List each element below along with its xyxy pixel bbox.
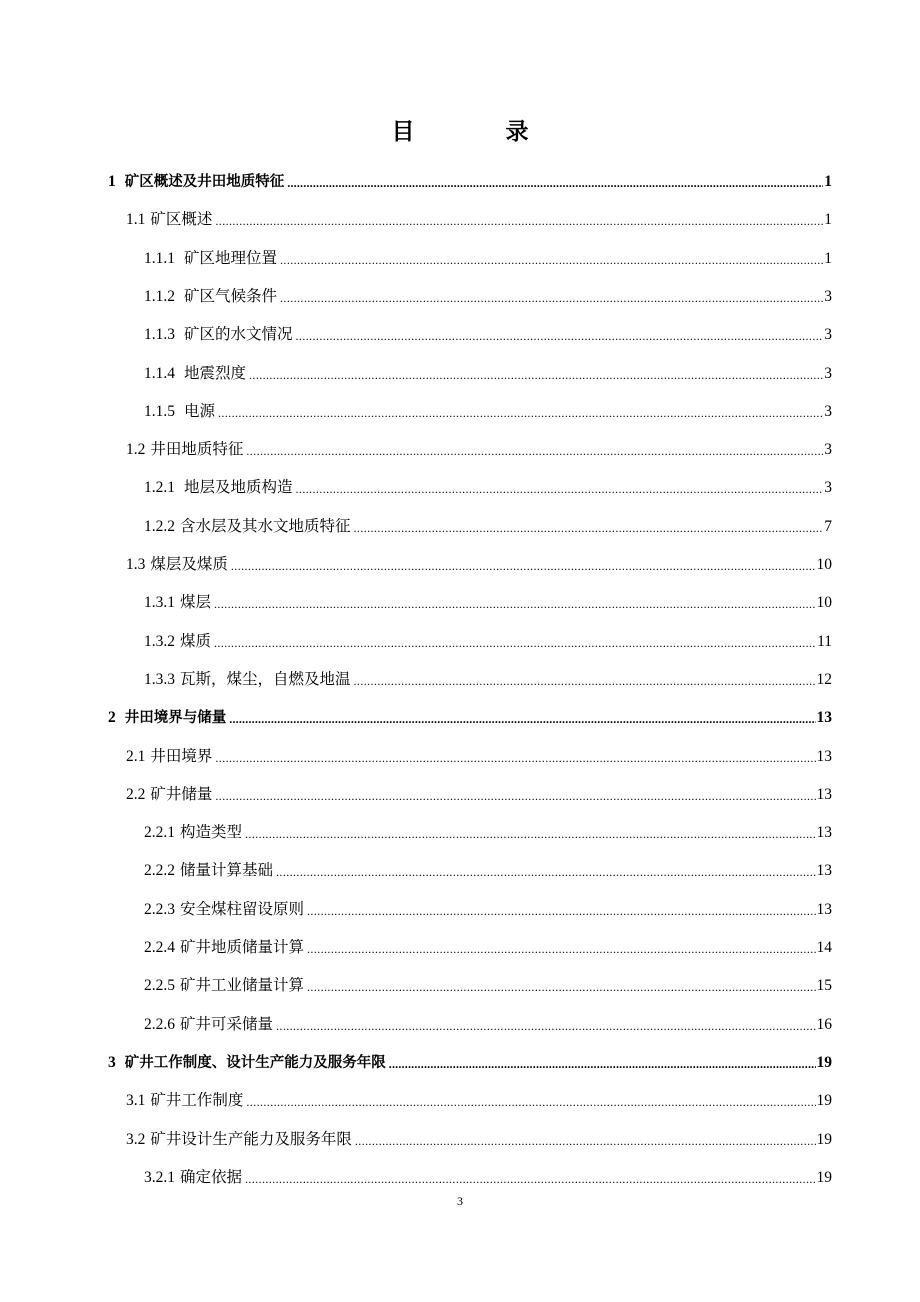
toc-dot-leader <box>276 1015 815 1035</box>
toc-dot-leader <box>280 287 823 307</box>
toc-entry-page: 19 <box>816 1053 832 1071</box>
toc-entry-label: 地震烈度 <box>184 364 247 382</box>
toc-entry-page: 10 <box>816 556 832 573</box>
toc-entry-number: 1.3.3 <box>144 670 175 688</box>
toc-entry-page: 3 <box>824 287 832 305</box>
toc-entry-number: 2.2 <box>126 785 146 803</box>
toc-dot-leader <box>245 1168 815 1188</box>
toc-entry-number: 1 <box>108 173 116 190</box>
toc-entry-page: 3 <box>824 364 832 382</box>
toc-dot-leader <box>354 670 816 690</box>
toc-entry[interactable] <box>144 240 832 278</box>
toc-entry-label: 矿井工作制度、设计生产能力及服务年限 <box>124 1054 386 1071</box>
toc-dot-leader <box>214 593 815 613</box>
toc-entry-number: 2.1 <box>126 747 146 765</box>
toc-entry-label: 矿区概述及井田地质特征 <box>124 174 285 190</box>
toc-entry[interactable] <box>144 852 832 890</box>
toc-dot-leader <box>215 747 815 767</box>
toc-entry-label: 煤层及煤质 <box>150 556 228 573</box>
toc-entry[interactable] <box>126 1082 832 1120</box>
toc-entry-page: 16 <box>816 1015 832 1033</box>
toc-entry-number: 3 <box>108 1053 116 1071</box>
toc-entry-number: 1.2.1 <box>144 479 175 497</box>
toc-entry-label: 矿井工作制度 <box>150 1092 244 1110</box>
toc-dot-leader <box>307 976 815 996</box>
toc-entry[interactable] <box>126 738 832 776</box>
toc-entry-page: 3 <box>824 326 832 344</box>
toc-entry-label: 确定依据 <box>180 1168 243 1186</box>
toc-entry-label: 矿区概述 <box>150 211 213 229</box>
toc-entry-page: 14 <box>816 939 832 956</box>
toc-entry-number: 3.2.1 <box>144 1168 175 1186</box>
toc-entry-number: 1.1 <box>126 211 146 229</box>
toc-dot-leader <box>231 555 816 575</box>
toc-entry-page: 1 <box>824 249 832 267</box>
toc-entry-page: 13 <box>816 747 832 765</box>
toc-dot-leader <box>214 632 816 652</box>
toc-entry[interactable] <box>144 891 832 929</box>
toc-entry[interactable] <box>126 1121 832 1159</box>
toc-entry-label: 构造类型 <box>180 824 243 842</box>
toc-entry[interactable] <box>126 201 832 239</box>
toc-dot-leader <box>218 402 823 422</box>
toc-entry[interactable] <box>144 355 832 393</box>
toc-entry-page: 11 <box>817 632 832 650</box>
toc-entry-page: 15 <box>816 977 832 995</box>
toc-entry[interactable] <box>144 1159 832 1197</box>
toc-entry-label: 矿井储量 <box>150 785 213 803</box>
toc-entry-page: 3 <box>824 479 832 497</box>
toc-entry-label: 储量计算基础 <box>180 862 274 880</box>
toc-entry-page: 19 <box>816 1092 832 1110</box>
toc-entry-number: 1.1.2 <box>144 287 175 305</box>
toc-entry-number: 1.2 <box>126 441 146 459</box>
toc-entry[interactable] <box>126 546 832 584</box>
toc-dot-leader <box>354 517 824 537</box>
toc-entry-label: 矿区地理位置 <box>184 249 278 267</box>
toc-entry-number: 1.2.2 <box>144 517 175 535</box>
toc-dot-leader <box>307 938 815 958</box>
toc-entry-page: 13 <box>816 824 832 842</box>
toc-dot-leader <box>215 210 823 230</box>
toc-entry[interactable] <box>144 278 832 316</box>
toc-entry[interactable] <box>144 1006 832 1044</box>
toc-entry-page: 13 <box>816 709 832 727</box>
toc-dot-leader <box>296 478 824 498</box>
toc-entry-label: 井田境界与储量 <box>124 710 227 727</box>
toc-entry[interactable] <box>126 431 832 469</box>
toc-entry-number: 2.2.3 <box>144 900 175 918</box>
toc-dot-leader <box>246 1091 815 1111</box>
toc-entry-label: 地层及地质构造 <box>184 479 293 497</box>
toc-entry-label: 矿井设计生产能力及服务年限 <box>150 1130 352 1148</box>
toc-entry[interactable] <box>144 929 832 967</box>
toc-entry-label: 煤层 <box>180 594 212 612</box>
toc-entry-number: 2 <box>108 709 116 727</box>
toc-entry-page: 3 <box>824 441 832 459</box>
toc-entry[interactable] <box>144 508 832 546</box>
toc-entry[interactable] <box>126 776 832 814</box>
toc-dot-leader <box>276 861 815 881</box>
toc-entry[interactable] <box>144 316 832 354</box>
toc-entry-label: 井田地质特征 <box>150 441 244 459</box>
toc-entry-page: 3 <box>824 402 832 420</box>
toc-entry-page: 7 <box>824 517 832 535</box>
toc-dot-leader <box>287 172 823 192</box>
toc-entry[interactable] <box>144 584 832 622</box>
toc-entry-number: 1.1.4 <box>144 364 175 382</box>
toc-entry-label: 矿井地质储量计算 <box>180 939 305 956</box>
toc-entry[interactable] <box>108 163 832 201</box>
toc-entry[interactable] <box>144 469 832 507</box>
toc-entry-page: 13 <box>816 862 832 880</box>
toc-dot-leader <box>246 440 823 460</box>
toc-dot-leader <box>307 900 815 920</box>
toc-dot-leader <box>355 1130 816 1150</box>
toc-dot-leader <box>249 364 823 384</box>
toc-entry-label: 矿井工业储量计算 <box>180 977 305 995</box>
toc-entry-number: 1.1.5 <box>144 402 175 420</box>
toc-entry[interactable] <box>144 814 832 852</box>
toc-entry-number: 2.2.2 <box>144 862 175 880</box>
toc-entry-page: 13 <box>816 900 832 918</box>
toc-entry-number: 1.3.2 <box>144 632 175 650</box>
toc-entry-number: 2.2.5 <box>144 977 175 995</box>
toc-dot-leader <box>389 1053 816 1073</box>
toc-entry-page: 12 <box>816 670 832 688</box>
toc-entry-label: 矿区气候条件 <box>184 287 278 305</box>
toc-entry[interactable] <box>108 1044 832 1082</box>
toc-entry-number: 2.2.4 <box>144 939 175 956</box>
toc-entry[interactable] <box>144 967 832 1005</box>
toc-entry-number: 1.1.3 <box>144 326 175 344</box>
toc-entry-label: 电源 <box>184 402 216 420</box>
toc-entry-page: 1 <box>824 211 832 229</box>
toc-entry-page: 19 <box>816 1168 832 1186</box>
toc-entry-page: 1 <box>824 173 832 190</box>
toc-entry-page: 13 <box>816 785 832 803</box>
toc-entry-number: 1.3 <box>126 556 146 573</box>
toc-dot-leader <box>280 249 823 269</box>
toc-entry-number: 3.2 <box>126 1130 146 1148</box>
footer-page-number: 3 <box>457 1194 463 1208</box>
toc-entry-number: 2.2.1 <box>144 824 175 842</box>
toc-entry-number: 2.2.6 <box>144 1015 175 1033</box>
toc-entry-number: 3.1 <box>126 1092 146 1110</box>
toc-entry[interactable] <box>144 623 832 661</box>
toc-entry[interactable] <box>144 661 832 699</box>
toc-entry-page: 10 <box>816 594 832 612</box>
toc-dot-leader <box>215 785 815 805</box>
toc-entry-number: 1.3.1 <box>144 594 175 612</box>
page-title: 目 录 <box>391 119 563 145</box>
toc-dot-leader <box>296 325 824 345</box>
toc-entry-label: 瓦斯，煤尘，自燃及地温 <box>180 670 351 688</box>
toc-entry[interactable] <box>144 393 832 431</box>
toc-entry-label: 矿区的水文情况 <box>184 326 293 344</box>
toc-entry-number: 1.1.1 <box>144 249 175 267</box>
toc-entry-label: 煤质 <box>180 632 212 650</box>
toc-entry-label: 井田境界 <box>150 747 213 765</box>
toc-entry[interactable] <box>108 699 832 737</box>
toc-entry-label: 矿井可采储量 <box>180 1015 274 1033</box>
toc-entry-label: 含水层及其水文地质特征 <box>180 517 351 535</box>
toc-dot-leader <box>229 708 815 728</box>
toc-dot-leader <box>245 823 815 843</box>
toc-entry-label: 安全煤柱留设原则 <box>180 900 305 918</box>
toc-entry-page: 19 <box>816 1130 832 1148</box>
